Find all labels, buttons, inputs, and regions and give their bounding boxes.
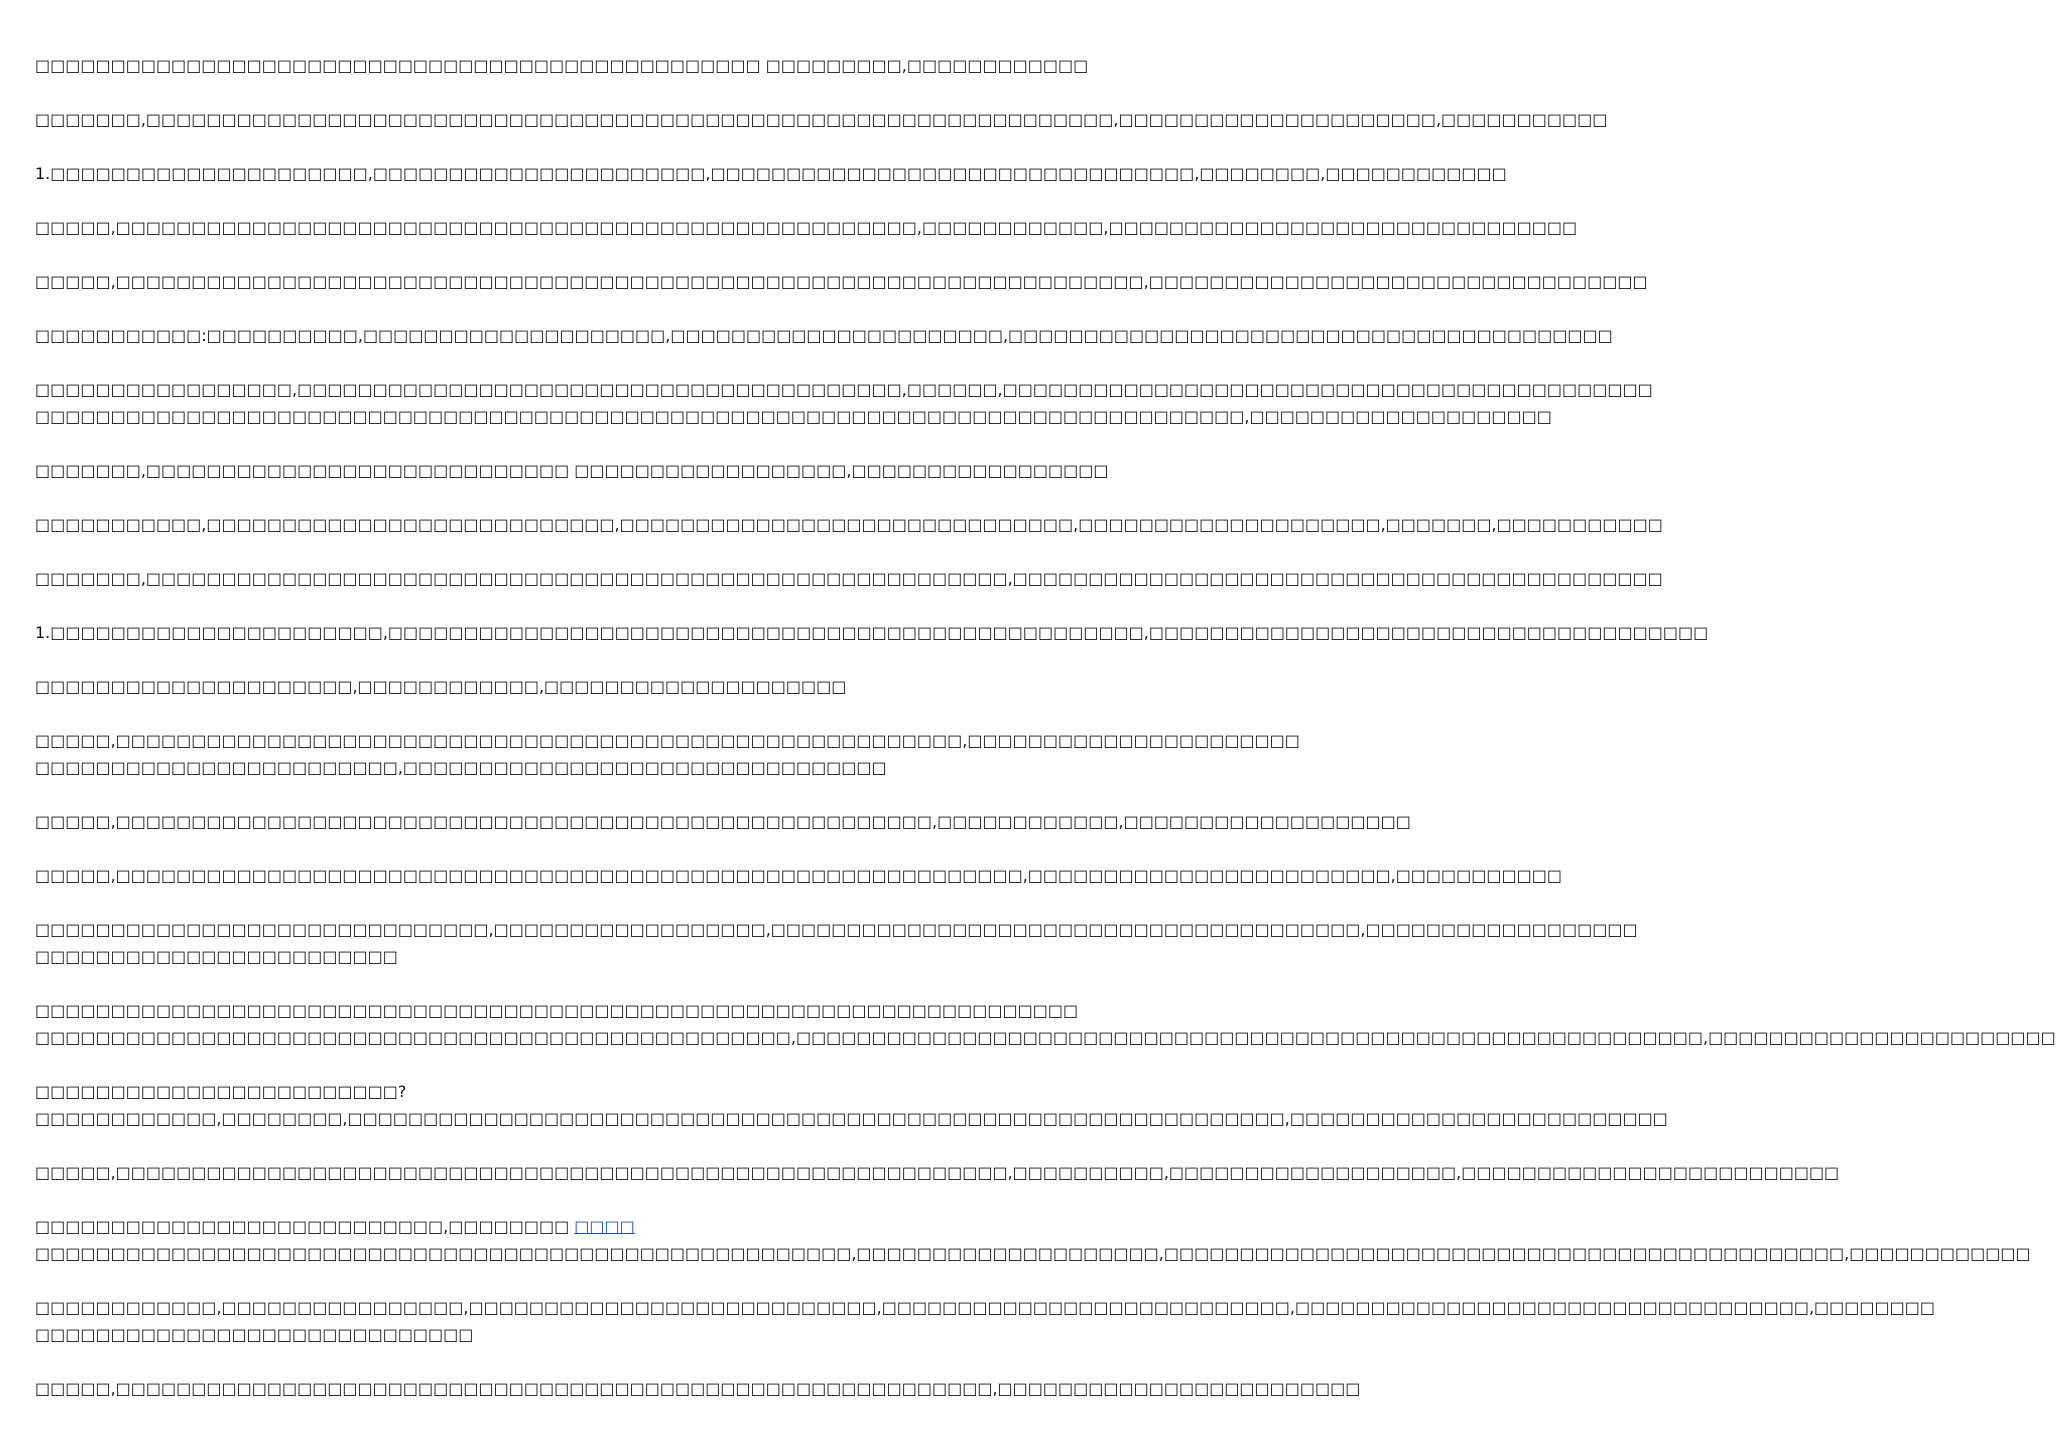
link-paragraph — [35, 1213, 2031, 1267]
paragraph-line: □□□□□□□,□□□□□□□□□□□□□□□□□□□□□□□□□□□□ □□□□□□□□□□□□□□□□□□,□□□□□□□□□□□□□□□□□ — [35, 461, 1109, 480]
paragraph — [35, 727, 1300, 781]
paragraph-line: □□□□□□□□□□□,□□□□□□□□□□□□□□□□□□□□□□□□□□□,□□□□□□□□□□□□□□□□□□□□□□□□□□□□□□,□□□□□□□□□□□□□□□□□□□□,□□□□□□□,□□□□□□□□□□□ — [35, 515, 1663, 534]
paragraph — [35, 268, 1648, 295]
paragraph-line — [35, 1213, 989, 1240]
paragraph — [35, 214, 1578, 241]
paragraph-line: □□□□□□□□□□□□□□□□□,□□□□□□□□□□□□□□□□□□□□□□□□□□□□□□□□□□□□□□□□,□□□□□□,□□□□□□□□□□□□□□□□□□□□□□□□□□□□□□□□□□□□□□□□□□□ — [35, 380, 1653, 399]
paragraph — [35, 457, 1109, 484]
tail-paragraph-list — [35, 1294, 1935, 1402]
paragraph-line: □□□□□□□,□□□□□□□□□□□□□□□□□□□□□□□□□□□□□□□□□□□□□□□□□□□□□□□□□□□□□□□□□,□□□□□□□□□□□□□□□□□□□□□□□□□□□□□□□□□□□□□□□□□□□ — [35, 569, 1663, 588]
paragraph — [35, 160, 1507, 187]
paragraph-line: □□□□□,□□□□□□□□□□□□□□□□□□□□□□□□□□□□□□□□□□□□□□□□□□□□□□□□□□□□□□□□□□□□,□□□□□□□□□□□□□□□□□□□□□□□□,□□□□□□□□□□□ — [35, 866, 1562, 885]
paragraph — [35, 565, 1663, 592]
paragraph-line: □□□□□□□□□□□□□□□□□□□□□□□□□□□□□□□□□□□□□□□□□□□□□□□□□□□□□□□□□□□□□□□□□□□□□ — [35, 1001, 1079, 1020]
paragraph-line: □□□□□□□□□□□□□□□□□□□□□□□□□□□□□□□□□□□□□□□□□□□□□□□□□□□□□□□□□□□□□□□□□□□□□□□□□□□□□□□□,□□□□□□□□□□□□□□□□□□□□ — [35, 407, 1552, 426]
paragraph-line: □□□□□,□□□□□□□□□□□□□□□□□□□□□□□□□□□□□□□□□□□□□□□□□□□□□□□□□□□□□□□□□□□□□□□□□□□□,□□□□□□□□□□□□□□□□□□□□□□□□□□□□□□□□□ — [35, 272, 1648, 291]
paragraph-line: 1.□□□□□□□□□□□□□□□□□□□□□,□□□□□□□□□□□□□□□□□□□□□□,□□□□□□□□□□□□□□□□□□□□□□□□□□□□□□□□,□□□□□□□□,□□□□□□□□□□□□ — [35, 164, 1507, 183]
paragraph-line: □□□□□□□□□□□□□□□□□□□□□□□□□□□□□□□□□□□□□□□□□□□□□□□□□□,□□□□□□□□□□□□□□□□□□□□□□□□□□□□□□□□□□□□□□□□□□□□□□□□□□□□□□□□□□□□,□□□□□□□□□□□□□□□□□□□□□□□ — [35, 1028, 2056, 1047]
paragraph — [35, 322, 1613, 349]
paragraph-line: □□□□□□□□□□□□,□□□□□□□□,□□□□□□□□□□□□□□□□□□□□□□□□□□□□□□□□□□□□□□□□□□□□□□□□□□□□□□□□□□□□□□,□□□□□□□□□□□□□□□□□□□□□□□□□ — [35, 1109, 1668, 1128]
paragraph — [35, 673, 989, 700]
paragraph-line: □□□□□□□□□□□□□□□□□□□□□□□□? — [35, 1082, 407, 1101]
paragraph — [35, 106, 1608, 133]
paragraph — [35, 619, 1709, 646]
inline-link[interactable]: □□□□ — [574, 1217, 635, 1236]
paragraph-line: □□□□□□□□□□□□□□□□□□□□□,□□□□□□□□□□□□,□□□□□□□□□□□□□□□□□□□□ — [35, 677, 847, 696]
paragraph-line: □□□□□,□□□□□□□□□□□□□□□□□□□□□□□□□□□□□□□□□□□□□□□□□□□□□□□□□□□□□□□□□□□,□□□□□□□□□□,□□□□□□□□□□□□□□□□□□□,□□□□□□□□□□□□□□□□□□□□□□□□□ — [35, 1163, 1840, 1182]
paragraph-line: □□□□□□□□□□□□□□□□□□□□□□□□,□□□□□□□□□□□□□□□□□□□□□□□□□□□□□□□□ — [35, 758, 887, 777]
paragraph-line: □□□□□,□□□□□□□□□□□□□□□□□□□□□□□□□□□□□□□□□□□□□□□□□□□□□□□□□□□□□□□□,□□□□□□□□□□□□□□□□□□□□□□ — [35, 731, 1300, 750]
paragraph — [35, 1294, 1935, 1348]
paragraph — [35, 1078, 1668, 1132]
paragraph-line: □□□□□□□,□□□□□□□□□□□□□□□□□□□□□□□□□□□□□□□□□□□□□□□□□□□□□□□□□□□□□□□□□□□□□□□□,□□□□□□□□□□□□□□□□□□□□□,□□□□□□□□□□□ — [35, 110, 1608, 129]
paragraph-line: □□□□□□□□□□□□□□□□□□□□□□□□□□□□□□□□□□□□□□□□□□□□□□□□ □□□□□□□□□,□□□□□□□□□□□□ — [35, 56, 1089, 75]
paragraph — [35, 376, 1653, 430]
paragraph-line: □□□□□□□□□□□□□□□□□□□□□□□□ — [35, 947, 398, 966]
paragraph — [35, 1159, 1840, 1186]
paragraph-line: □□□□□□□□□□□□□□□□□□□□□□□□□□□□□□,□□□□□□□□□□□□□□□□□□,□□□□□□□□□□□□□□□□□□□□□□□□□□□□□□□□□□□□□□□,□□□□□□□□□□□□□□□□□□ — [35, 920, 1638, 939]
line-text: □□□□□□□□□□□□□□□□□□□□□□□□□□□,□□□□□□□□ — [35, 1217, 575, 1236]
paragraph — [35, 808, 1411, 835]
paragraph — [35, 862, 1562, 889]
paragraph — [35, 511, 1663, 538]
paragraph-line: 1.□□□□□□□□□□□□□□□□□□□□□□,□□□□□□□□□□□□□□□□□□□□□□□□□□□□□□□□□□□□□□□□□□□□□□□□□□,□□□□□□□□□□□□□□□□□□□□□□□□□□□□□□□□□□□□□ — [35, 623, 1709, 642]
paragraph — [35, 997, 2056, 1051]
paragraph-line: □□□□□□□□□□□□,□□□□□□□□□□□□□□□□,□□□□□□□□□□□□□□□□□□□□□□□□□□□,□□□□□□□□□□□□□□□□□□□□□□□□□□□,□□□□□□□□□□□□□□□□□□□□□□□□□□□□□□□□□□,□□□□□□□□ — [35, 1298, 1935, 1317]
paragraph-line: □□□□□,□□□□□□□□□□□□□□□□□□□□□□□□□□□□□□□□□□□□□□□□□□□□□□□□□□□□□,□□□□□□□□□□□□,□□□□□□□□□□□□□□□□□□□□□□□□□□□□□□□ — [35, 218, 1578, 237]
paragraph-line: □□□□□□□□□□□□□□□□□□□□□□□□□□□□□ — [35, 1325, 474, 1344]
paragraph — [35, 916, 1638, 970]
paragraph — [35, 1375, 1361, 1402]
paragraph-line: □□□□□□□□□□□□□□□□□□□□□□□□□□□□□□□□□□□□□□□□□□□□□□□□□□□□□□,□□□□□□□□□□□□□□□□□□□□,□□□□□□□□□□□□□□□□□□□□□□□□□□□□□□□□□□□□□□□□□□□□□,□□□□□□□□□□□□ — [35, 1244, 2031, 1263]
paragraph-line: □□□□□,□□□□□□□□□□□□□□□□□□□□□□□□□□□□□□□□□□□□□□□□□□□□□□□□□□□□□□□□□□,□□□□□□□□□□□□□□□□□□□□□□□□ — [35, 1379, 1361, 1398]
paragraph — [35, 52, 1089, 79]
paragraph-line: □□□□□□□□□□□:□□□□□□□□□□,□□□□□□□□□□□□□□□□□□□□,□□□□□□□□□□□□□□□□□□□□□□,□□□□□□□□□□□□□□□□□□□□□□□□□□□□□□□□□□□□□□□□ — [35, 326, 1613, 345]
paragraph-line: □□□□□,□□□□□□□□□□□□□□□□□□□□□□□□□□□□□□□□□□□□□□□□□□□□□□□□□□□□□□,□□□□□□□□□□□□,□□□□□□□□□□□□□□□□□□□ — [35, 812, 1411, 831]
paragraph-list — [35, 52, 2056, 1186]
